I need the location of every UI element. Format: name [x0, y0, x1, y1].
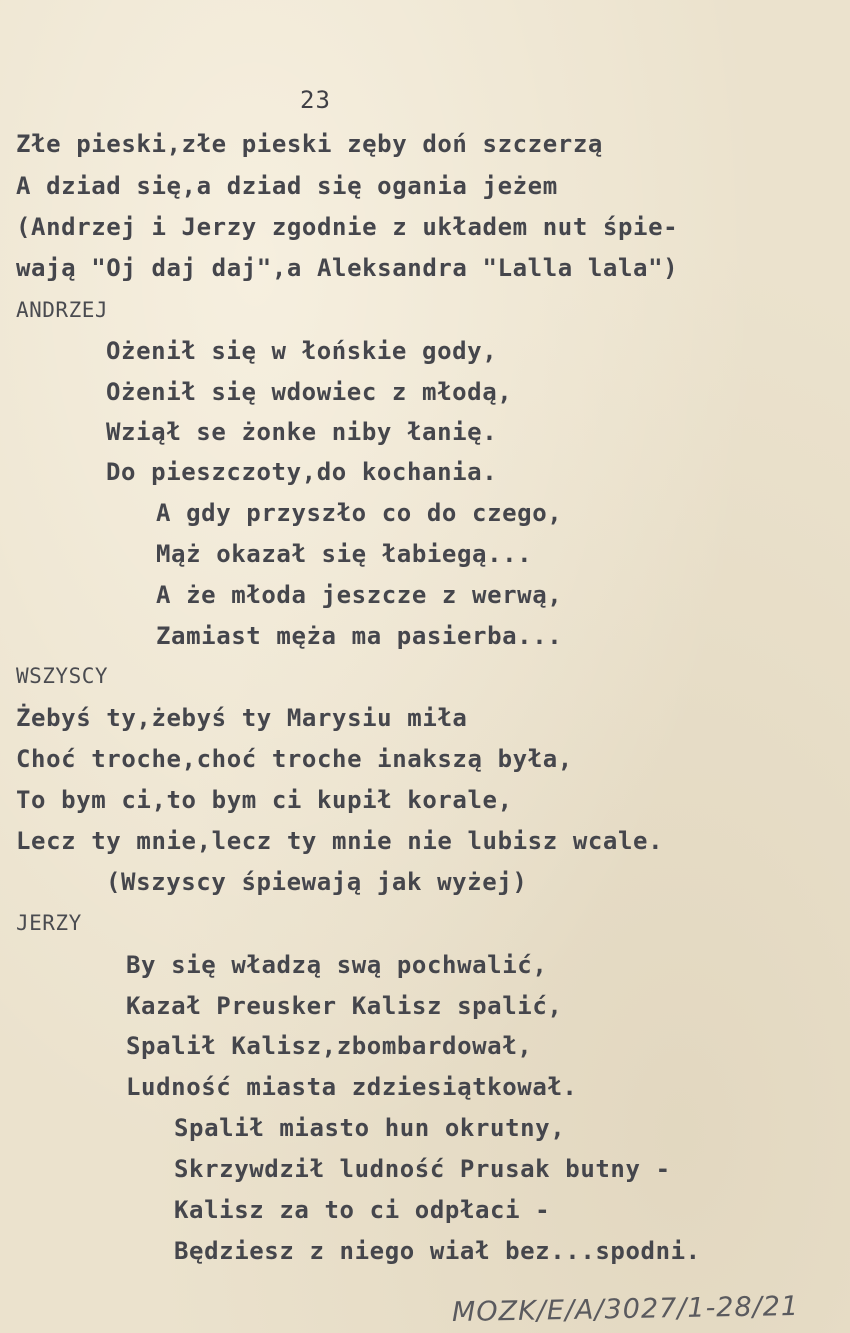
verse-line: Mąż okazał się łabiegą...	[156, 540, 533, 568]
verse-line: Spalił Kalisz,zbombardował,	[126, 1032, 533, 1060]
speaker-label: WSZYSCY	[16, 664, 109, 688]
verse-line: Choć troche,choć troche inakszą była,	[16, 745, 573, 773]
verse-line: A że młoda jeszcze z werwą,	[156, 581, 563, 609]
verse-line: Skrzywdził ludność Prusak butny -	[174, 1155, 671, 1183]
stage-direction: (Andrzej i Jerzy zgodnie z układem nut śpie-	[16, 213, 679, 241]
page-number: 23	[300, 86, 331, 114]
verse-line: Ludność miasta zdziesiątkował.	[126, 1073, 578, 1101]
verse-line: Lecz ty mnie,lecz ty mnie nie lubisz wcale.	[16, 827, 664, 855]
verse-line: Do pieszczoty,do kochania.	[106, 458, 498, 486]
speaker-label: ANDRZEJ	[16, 298, 109, 322]
speaker-label: JERZY	[16, 911, 82, 935]
verse-line: Ożenił się w łońskie gody,	[106, 337, 498, 365]
verse-line: Wziął se żonke niby łanię.	[106, 418, 498, 446]
stage-direction: wają "Oj daj daj",a Aleksandra "Lalla lala")	[16, 254, 679, 282]
verse-line: By się władzą swą pochwalić,	[126, 951, 548, 979]
verse-line: Złe pieski,złe pieski zęby doń szczerzą	[16, 130, 603, 158]
verse-line: Kalisz za to ci odpłaci -	[174, 1196, 551, 1224]
verse-line: A gdy przyszło co do czego,	[156, 499, 563, 527]
verse-line: Kazał Preusker Kalisz spalić,	[126, 992, 563, 1020]
verse-line: Spalił miasto hun okrutny,	[174, 1114, 566, 1142]
verse-line: Żebyś ty,żebyś ty Marysiu miła	[16, 704, 468, 732]
verse-line: A dziad się,a dziad się ogania jeżem	[16, 172, 558, 200]
stage-direction: (Wszyscy śpiewają jak wyżej)	[106, 868, 528, 896]
verse-line: To bym ci,to bym ci kupił korale,	[16, 786, 513, 814]
archive-signature: MOZK/E/A/3027/1-28/21	[451, 1290, 800, 1329]
verse-line: Będziesz z niego wiał bez...spodni.	[174, 1237, 701, 1265]
verse-line: Ożenił się wdowiec z młodą,	[106, 378, 513, 406]
verse-line: Zamiast męża ma pasierba...	[156, 622, 563, 650]
